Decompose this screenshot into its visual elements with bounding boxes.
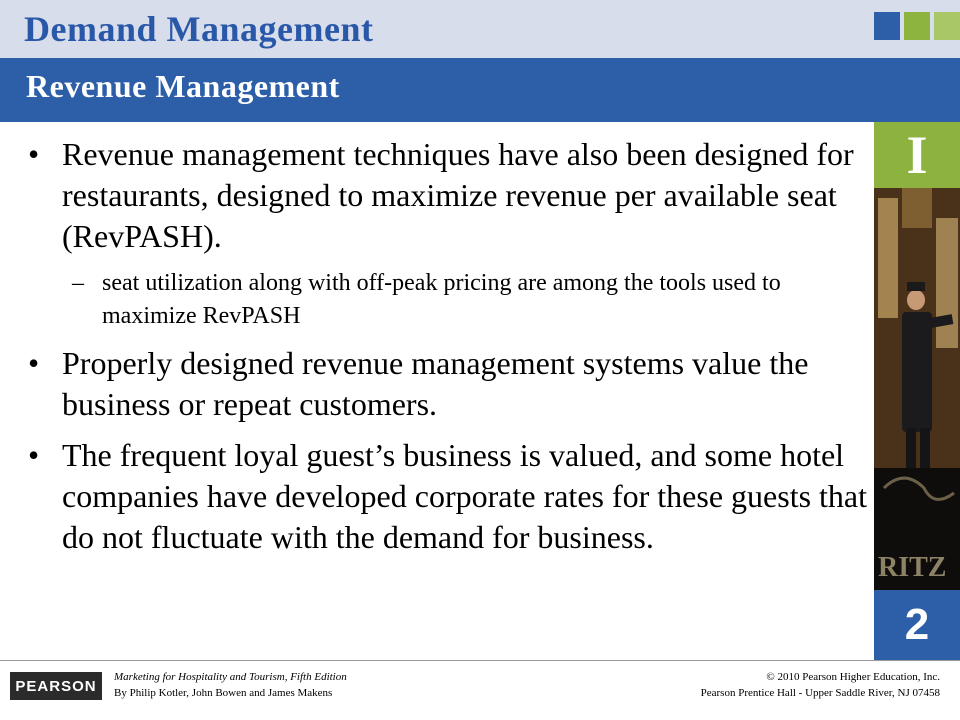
bullet-item bbox=[28, 343, 868, 425]
publisher-info bbox=[701, 669, 940, 701]
light-green-square bbox=[934, 12, 960, 40]
publisher-address: Pearson Prentice Hall - Upper Saddle River, NJ 07458 bbox=[700, 687, 940, 699]
top-header bbox=[0, 0, 960, 58]
bullet-text: Revenue management techniques have also been designed for restaurants, designed to maximize revenue per available seat (RevPASH). bbox=[62, 136, 854, 254]
slide-subtitle: Revenue Management bbox=[26, 68, 340, 104]
slide-content bbox=[28, 134, 868, 558]
footer bbox=[0, 661, 960, 720]
photo-illustration bbox=[874, 188, 960, 590]
book-title: Marketing for Hospitality and Tourism, Fifth Edition bbox=[114, 671, 347, 683]
part-indicator bbox=[874, 122, 960, 188]
bullet-icon: • bbox=[28, 136, 40, 172]
logo-text: PEARSON bbox=[15, 677, 97, 695]
dash-icon: – bbox=[72, 270, 84, 296]
bullet-icon: • bbox=[28, 345, 40, 381]
bullet-text: The frequent loyal guest’s business is valued, and some hotel companies have developed corporate rates for these guests that do not fluctuate with the demand for business. bbox=[62, 437, 868, 555]
sub-bullet-item bbox=[28, 267, 868, 333]
bullet-item bbox=[28, 435, 868, 558]
svg-text:RITZ: RITZ bbox=[878, 552, 947, 583]
bullet-icon: • bbox=[28, 437, 40, 473]
book-credits bbox=[114, 669, 347, 701]
pearson-logo bbox=[10, 672, 102, 700]
decorative-squares bbox=[874, 12, 960, 40]
section-title: Demand Management bbox=[24, 9, 374, 49]
sub-bullet-text: seat utilization along with off-peak pricing are among the tools used to maximize RevPASH bbox=[102, 270, 781, 329]
blue-square bbox=[874, 12, 900, 40]
copyright-text: © 2010 Pearson Higher Education, Inc. bbox=[766, 671, 940, 683]
book-authors: By Philip Kotler, John Bowen and James Makens bbox=[114, 687, 333, 699]
hotel-doorman-photo bbox=[874, 188, 960, 590]
roman-numeral: I bbox=[906, 125, 928, 185]
green-square bbox=[904, 12, 930, 40]
side-panel bbox=[874, 122, 960, 660]
subtitle-bar bbox=[0, 58, 960, 122]
chapter-number: 2 bbox=[904, 600, 930, 649]
bullet-text: Properly designed revenue management systems value the business or repeat customers. bbox=[62, 345, 809, 422]
chapter-indicator bbox=[874, 590, 960, 660]
bullet-item bbox=[28, 134, 868, 257]
